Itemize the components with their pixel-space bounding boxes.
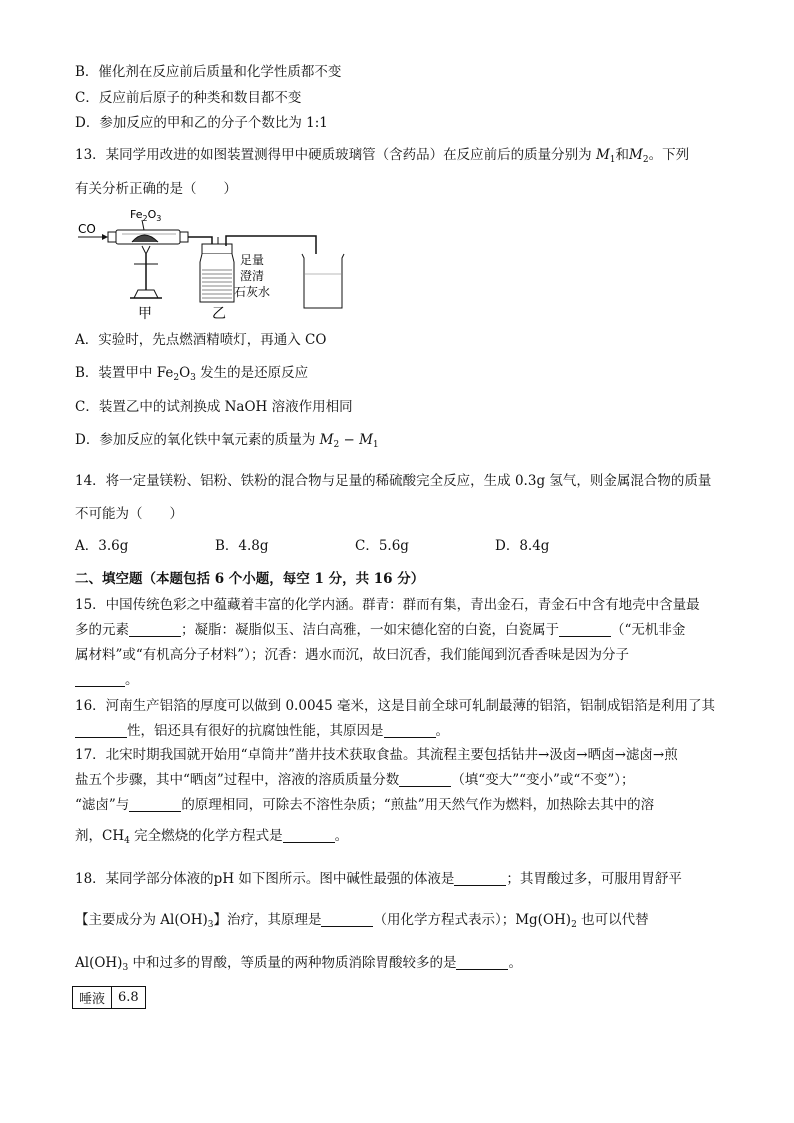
answer-blank[interactable] [456, 955, 508, 970]
answer-blank[interactable] [129, 797, 181, 812]
ph-table [72, 986, 146, 1009]
q14-option-b: B．4.8g [215, 538, 269, 554]
q18-line2: 【主要成分为 $Al(OH)_3$】治疗，其原理是 （用化学方程式表示）；$Mg(OH)_2$ 也可以代替 [75, 912, 649, 930]
q13-option-b: B．装置甲中 $Fe_2O_3$ 发生的是还原反应 [75, 365, 309, 383]
yi-label: 乙 [212, 306, 226, 322]
q14-option-c: C．5.6g [355, 538, 409, 554]
q18-line3: $Al(OH)_3$ 中和过多的胃酸，等质量的两种物质消除胃酸较多的是 。 [75, 955, 522, 973]
jia-label: 甲 [138, 306, 152, 322]
option-c: C．反应前后原子的种类和数目都不变 [75, 90, 302, 106]
q17-line4: 剂，$CH_4$ 完全燃烧的化学方程式是 。 [75, 828, 349, 846]
answer-blank[interactable] [129, 622, 181, 637]
q17-line3: “滤卤”与 的原理相同，可除去不溶性杂质；“煎盐”用天然气作为燃料，加热除去其中的溶 [75, 797, 655, 813]
option-b: B．催化剂在反应前后质量和化学性质都不变 [75, 64, 342, 80]
table-row [73, 987, 146, 1009]
q18-line1: 18．某同学部分体液的pH 如下图所示。图中碱性最强的体液是 ；其胃酸过多，可服用胃舒平 [75, 871, 682, 887]
q13-apparatus-figure [72, 206, 350, 324]
option-d: D．参加反应的甲和乙的分子个数比为 1:1 [75, 115, 328, 131]
q17-line2: 盐五个步骤，其中“晒卤”过程中，溶液的溶质质量分数 （填“变大”“变小”或“不变”）； [75, 772, 635, 788]
table-cell: 6.8 [112, 987, 146, 1009]
co-label: CO [78, 222, 96, 236]
answer-blank[interactable] [283, 828, 335, 843]
q14-stem-line1: 14．将一定量镁粉、铝粉、铁粉的混合物与足量的稀硫酸完全反应，生成 0.3g 氢气，则金属混合物的质量 [75, 473, 712, 489]
table-cell: 唾液 [73, 987, 112, 1009]
q13-stem-line1: 13．某同学用改进的如图装置测得甲中硬质玻璃管（含药品）在反应前后的质量分别为 $M_1$和$M_2$。下列 [75, 147, 690, 165]
q15-line4: 。 [75, 671, 139, 689]
q13-option-c: C．装置乙中的试剂换成 NaOH 溶液作用相同 [75, 399, 353, 415]
q17-line1: 17．北宋时期我国就开始用“卓筒井”凿井技术获取食盐。其流程主要包括钻井→汲卤→晒卤→滤卤→煎 [75, 747, 678, 763]
q15-line1: 15．中国传统色彩之中蕴藏着丰富的化学内涵。群青：群而有集，青出金石，青金石中含有地壳中含量最 [75, 597, 700, 613]
q13-option-a: A．实验时，先点燃酒精喷灯，再通入 CO [75, 332, 327, 348]
section-title: 二、填空题（本题包括 6 个小题，每空 1 分，共 16 分） [75, 571, 425, 587]
q15-line2: 多的元素 ；凝脂：凝脂似玉、洁白高雅，一如宋德化窑的白瓷，白瓷属于 （“无机非金 [75, 622, 686, 638]
fe2o3-label: $Fe_2O_3$ [130, 208, 162, 223]
answer-blank[interactable] [384, 723, 436, 738]
q14-option-d: D．8.4g [495, 538, 550, 554]
answer-blank[interactable] [75, 672, 125, 687]
q14-options [75, 537, 549, 555]
q16-line2: 性，铝还具有很好的抗腐蚀性能，其原因是 。 [75, 722, 449, 740]
answer-blank[interactable] [321, 912, 373, 927]
q13-stem-line2: 有关分析正确的是（ ） [75, 181, 237, 197]
q16-line1: 16．河南生产铝箔的厚度可以做到 0.0045 毫米，这是目前全球可轧制最薄的铝箔，铝制成铝箔是利用了其 [75, 698, 715, 714]
answer-blank[interactable] [454, 871, 506, 886]
answer-blank[interactable] [559, 622, 611, 637]
q14-option-a: A．3.6g [75, 538, 129, 554]
label-zuliang: 足量 [240, 253, 265, 267]
answer-blank[interactable] [399, 772, 451, 787]
label-chengqing: 澄清 [240, 269, 265, 283]
q15-line3: 属材料”或“有机高分子材料”）；沉香：遇水而沉，故曰沉香，我们能闻到沉香香味是因为分子 [75, 647, 629, 663]
answer-blank[interactable] [75, 723, 127, 738]
label-shihuishui: 石灰水 [234, 285, 271, 299]
q13-option-d: D．参加反应的氧化铁中氧元素的质量为 $M_2 - M_1$ [75, 432, 379, 450]
q14-stem-line2: 不可能为（ ） [75, 506, 183, 522]
